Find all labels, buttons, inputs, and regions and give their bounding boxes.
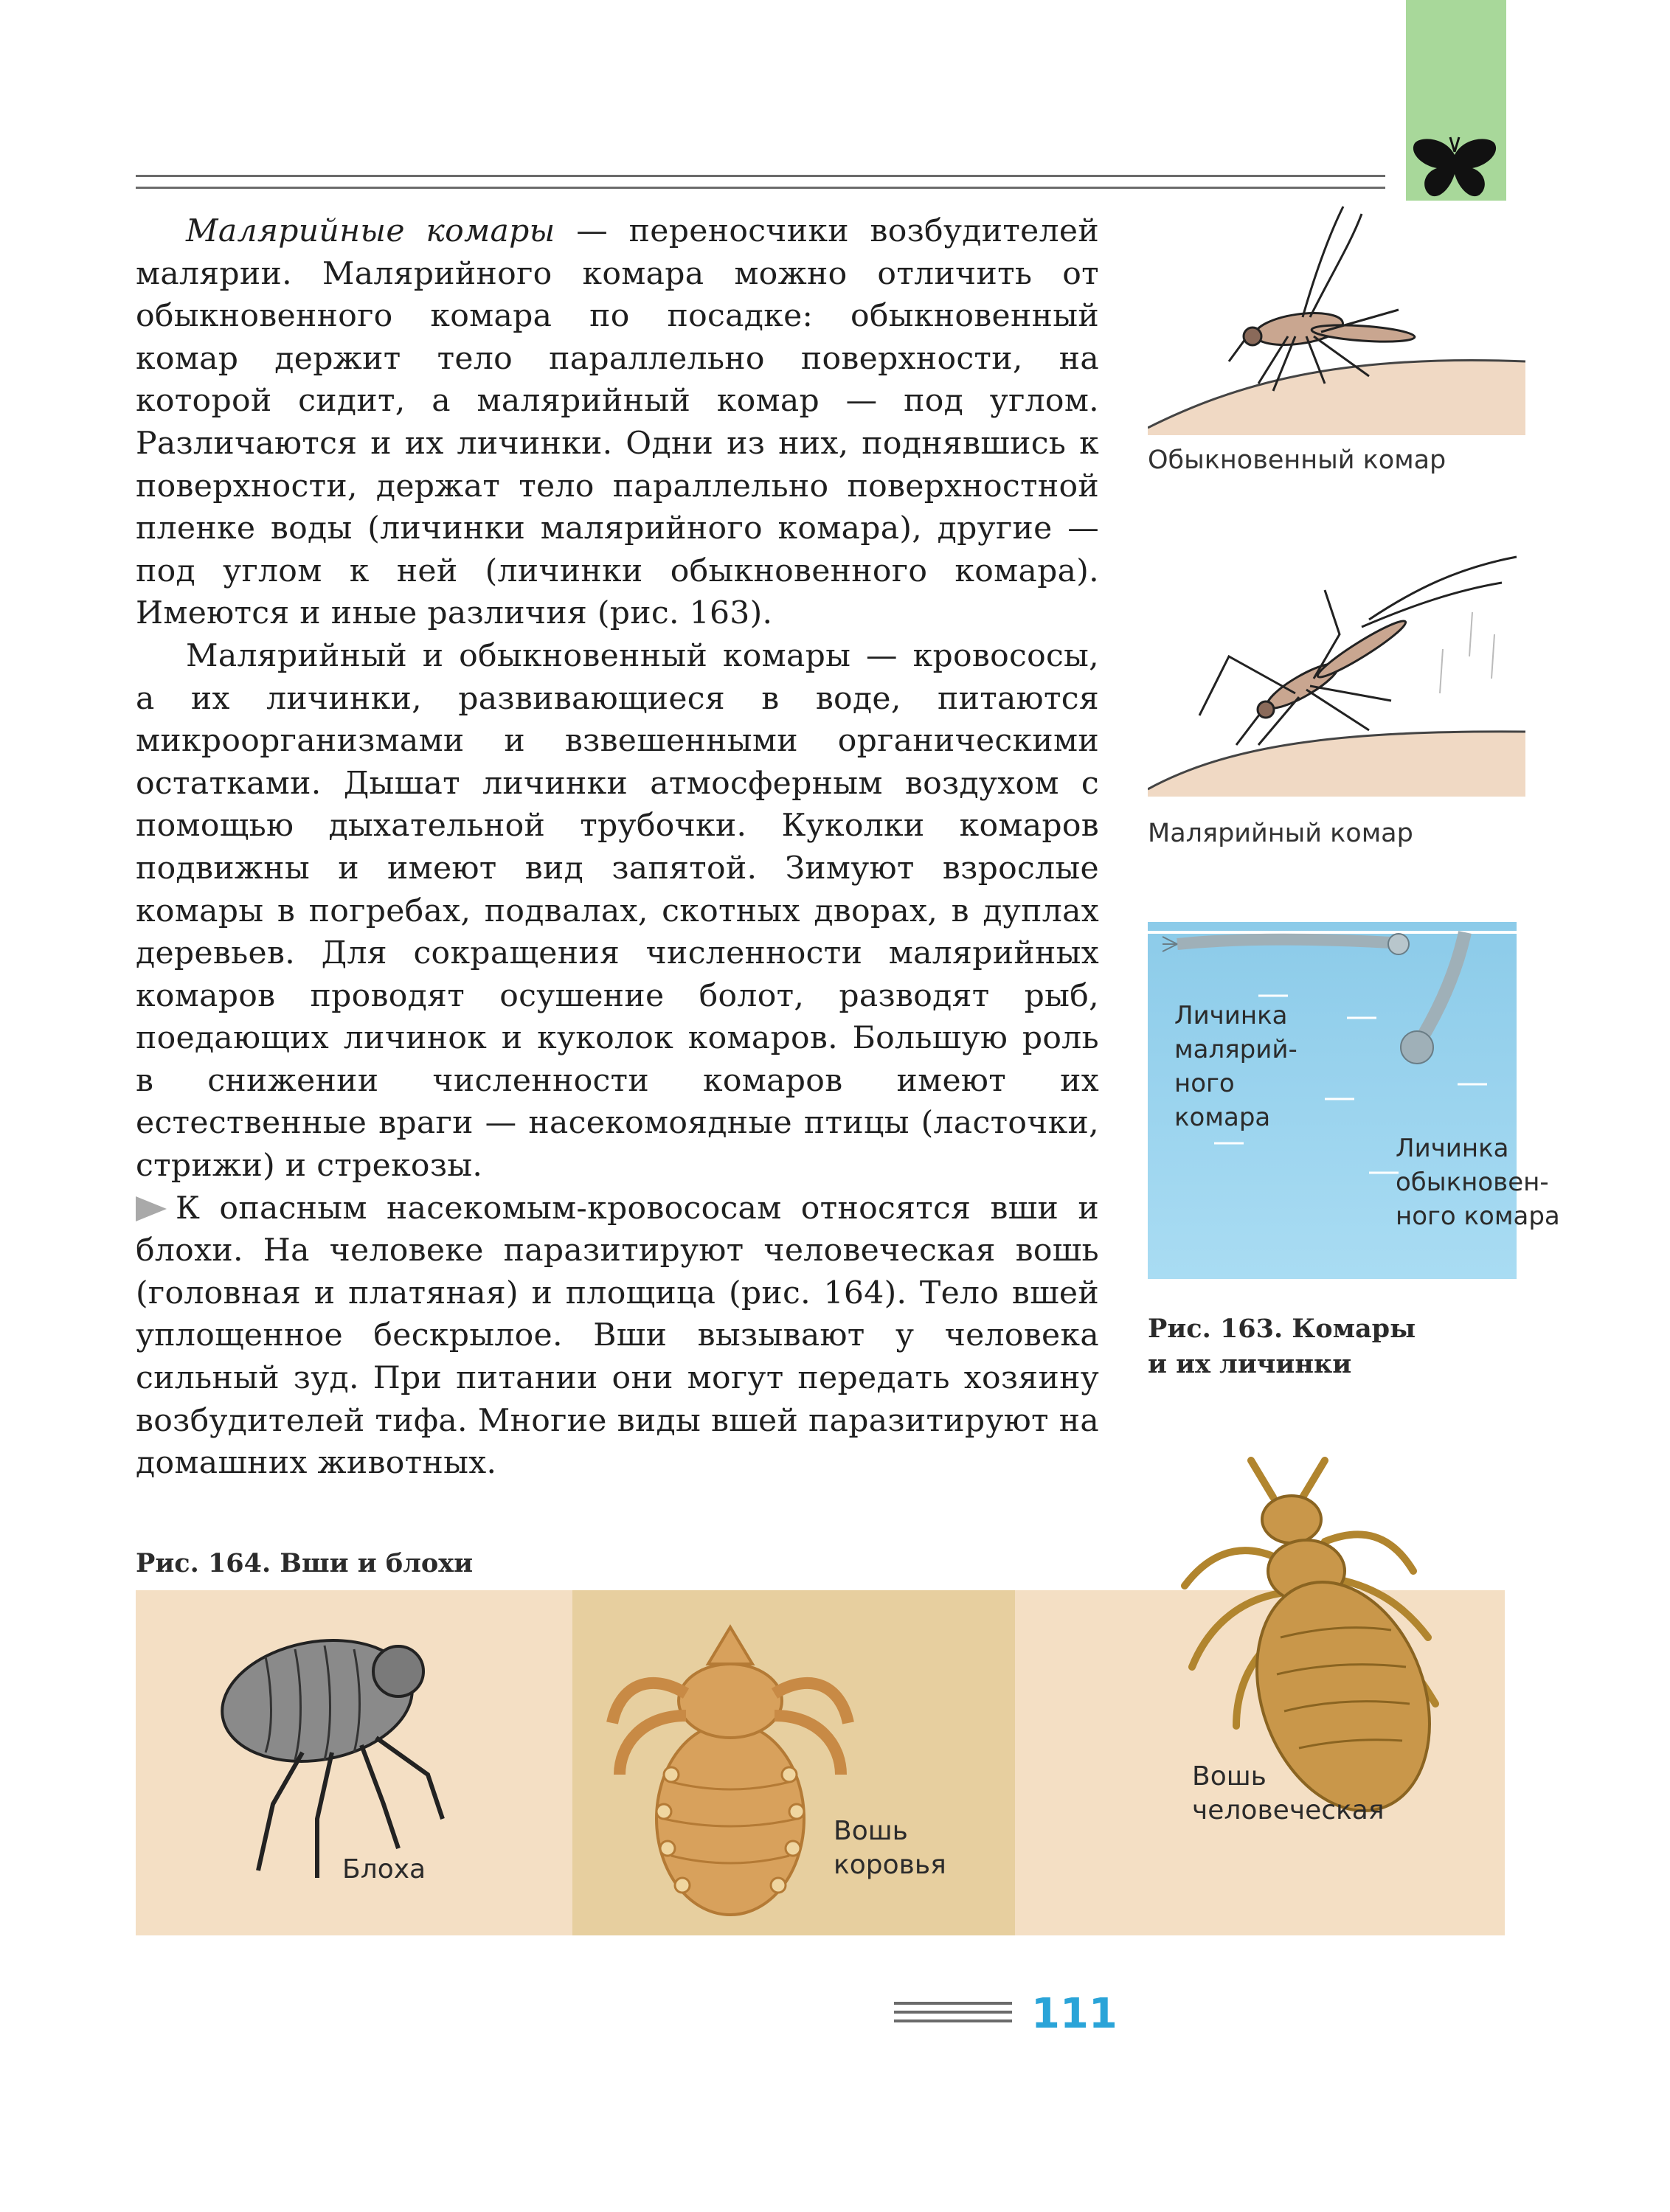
- page-number-rule-top: [894, 2002, 1012, 2005]
- page-number-rule-middle: [894, 2011, 1012, 2014]
- paragraph-1: Малярийные комары — переносчики возбудителей малярии. Малярийного комара можно отличить от обыкновенного комара по посадке: обыкновенный комар держит тело параллельно поверхности, на которой сидит, а малярийный комар — под углом. Различаются и их личинки. Одни из них, поднявшись к поверхности, держат тело параллельно поверхностной пленке воды (личинки малярийного комара), другие — под углом к ней (личинки обыкновенного комара). Имеются и иные различия (рис. 163).: [136, 213, 1099, 632]
- cow-louse-image: [590, 1605, 870, 1922]
- figure-164-caption: Рис. 164. Вши и блохи: [136, 1548, 474, 1578]
- main-text: [136, 210, 1099, 1485]
- paragraph-3: К опасным насекомым-кровососам относятся вши и блохи. На человеке паразитируют человеческая вошь (головная и платяная) и площица (рис. 164). Тело вшей уплощенное бескрылое. Вши вызывают у человека сильный зуд. При питании они могут передать хозяину возбудителей тифа. Многие виды вшей паразитируют на домашних животных.: [136, 1190, 1099, 1482]
- page-number-rule-bottom: [894, 2019, 1012, 2022]
- paragraph-2: Малярийный и обыкновенный комары — кровососы, а их личинки, развивающиеся в воде, питаются микроорганизмами и взвешенными органическими остатками. Дышат личинки атмосферным воздухом с помощью дыхательной трубочки. Куколки комаров подвижны и имеют вид запятой. Зимуют взрослые комары в погребах, подвалах, скотных дворах, в дуплах деревьев. Для сокращения численности малярийных комаров проводят осушение болот, разводят рыб, поедающих личинок и куколок комаров. Большую роль в снижении численности комаров имеют их естественные враги — насекомоядные птицы (ласточки, стрижи) и стрекозы.: [136, 637, 1099, 1185]
- common-mosquito-caption: Обыкновенный комар: [1148, 445, 1446, 475]
- figure-163-caption: Рис. 163. Комары и их личинки: [1148, 1314, 1416, 1379]
- header-rule-bottom: [136, 187, 1385, 189]
- larva-common-label: Личинка обыкновен- ного комара: [1396, 1134, 1560, 1231]
- malaria-mosquito-image: [1148, 546, 1525, 797]
- header-rule-top: [136, 175, 1385, 177]
- common-mosquito-image: [1148, 199, 1525, 435]
- flea-image: [207, 1612, 472, 1893]
- human-louse-label: Вошь человеческая: [1192, 1761, 1385, 1826]
- triangle-marker-icon: [136, 1196, 167, 1221]
- page-number: 111: [1031, 1990, 1118, 2038]
- butterfly-icon: [1407, 133, 1502, 201]
- cow-louse-label: Вошь коровья: [834, 1816, 946, 1880]
- term-malaria-mosquitoes: Малярийные комары: [186, 213, 555, 249]
- larva-malaria-label: Личинка малярий- ного комара: [1174, 1001, 1297, 1132]
- malaria-mosquito-caption: Малярийный комар: [1148, 819, 1413, 848]
- flea-label: Блоха: [342, 1854, 426, 1885]
